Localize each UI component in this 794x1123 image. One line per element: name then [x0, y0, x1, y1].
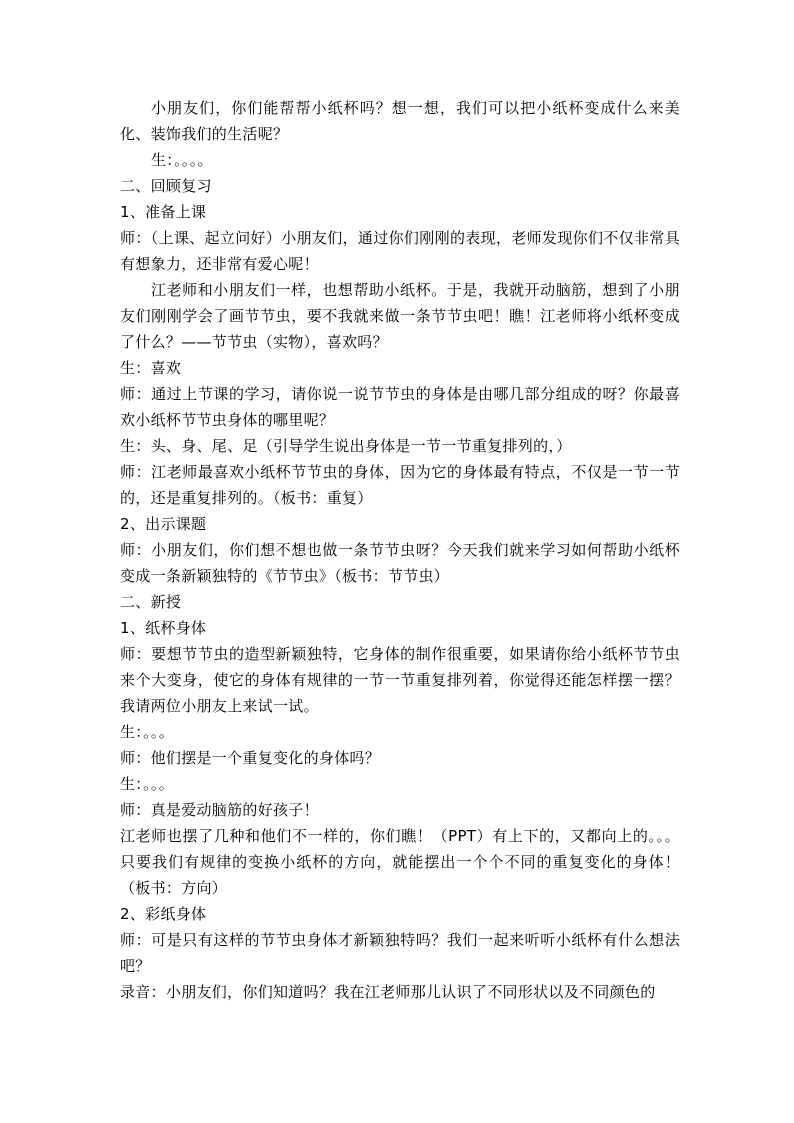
document-body — [120, 95, 680, 1005]
paragraph-student-response-2: 生：。。。 — [120, 723, 175, 741]
subheading-cup-body: 1、纸杯身体 — [120, 619, 207, 637]
paragraph-teacher-listen: 师：可是只有这样的节节虫身体才新颖独特吗？我们一起来听听小纸杯有什么想法吧？ — [120, 931, 680, 975]
paragraph-student-response-3: 生：。。。 — [120, 775, 175, 793]
paragraph-teacher-question: 师：通过上节课的学习，请你说一说节节虫的身体是由哪几部分组成的呀？你最喜欢小纸杯节节虫身体的哪里呢？ — [120, 385, 680, 429]
section-heading-new-lesson: 二、新授 — [120, 593, 182, 611]
subheading-paper-body: 2、彩纸身体 — [120, 905, 207, 923]
paragraph-student-response-1: 生：。。。。 — [151, 151, 213, 169]
section-heading-review: 二、回顾复习 — [120, 177, 212, 195]
paragraph-teacher-praise: 师：真是爱动脑筋的好孩子！ — [120, 801, 319, 819]
paragraph-student-like: 生：喜欢 — [120, 359, 182, 377]
paragraph-student-parts: 生：头、身、尾、足（引导学生说出身体是一节一节重复排列的，） — [120, 437, 572, 455]
paragraph-teacher-greeting: 师：（上课、起立问好）小朋友们，通过你们刚刚的表现，老师发现你们不仅非常具有想象力，还非常有爱心呢！ — [120, 229, 680, 273]
paragraph-teacher-check: 师：他们摆是一个重复变化的身体吗？ — [120, 749, 381, 767]
paragraph-recording: 录音：小朋友们，你们知道吗？我在江老师那儿认识了不同形状以及不同颜色的 — [120, 983, 656, 1001]
subheading-prepare-class: 1、准备上课 — [120, 203, 207, 221]
paragraph-teacher-body-arrange: 师：要想节节虫的造型新颖独特，它身体的制作很重要，如果请你给小纸杯节节虫来个大变身，使它的身体有规律的一节一节重复排列着，你觉得还能怎样摆一摆？我请两位小朋友上来试一试。 — [120, 645, 680, 715]
paragraph-teacher-repeat: 师：江老师最喜欢小纸杯节节虫的身体，因为它的身体最有特点，不仅是一节一节的，还是重复排列的。（板书：重复） — [120, 463, 680, 507]
paragraph-teacher-idea: 江老师和小朋友们一样，也想帮助小纸杯。于是，我就开动脑筋，想到了小朋友们刚刚学会了画节节虫，要不我就来做一条节节虫吧！瞧！江老师将小纸杯变成了什么？——节节虫（实物），喜欢吗？ — [120, 281, 680, 351]
paragraph-teacher-topic: 师：小朋友们，你们想不想也做一条节节虫呀？今天我们就来学习如何帮助小纸杯变成一条新颖独特的《节节虫》（板书：节节虫） — [120, 541, 680, 585]
paragraph-intro: 小朋友们，你们能帮帮小纸杯吗？想一想，我们可以把小纸杯变成什么来美化、装饰我们的生活呢？ — [120, 99, 680, 143]
paragraph-teacher-direction: 江老师也摆了几种和他们不一样的，你们瞧！（PPT）有上下的，又都向上的。。。只要我们有规律的变换小纸杯的方向，就能摆出一个个不同的重复变化的身体！（板书：方向） — [120, 827, 680, 897]
subheading-show-topic: 2、出示课题 — [120, 515, 207, 533]
